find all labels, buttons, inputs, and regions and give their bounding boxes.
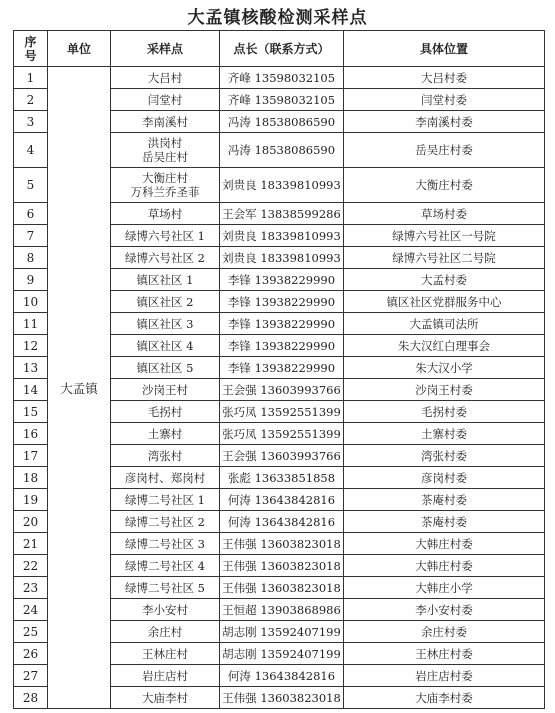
cell-site: 绿博二号社区 2 [111,511,220,533]
cell-seq: 1 [14,67,48,89]
cell-site: 毛拐村 [111,401,220,423]
cell-location: 大孟村委 [344,269,545,291]
cell-unit: 大孟镇 [48,67,111,709]
cell-leader: 何涛 13643842816 [220,511,344,533]
cell-leader: 何涛 13643842816 [220,665,344,687]
cell-leader: 齐峰 13598032105 [220,67,344,89]
cell-site: 大衡庄村 万科兰乔圣菲 [111,168,220,203]
cell-site: 绿博六号社区 1 [111,225,220,247]
table-row [14,67,545,89]
cell-seq: 14 [14,379,48,401]
cell-site: 洪岗村 岳吴庄村 [111,133,220,168]
cell-location: 大庙李村委 [344,687,545,709]
cell-leader: 刘贵良 18339810993 [220,225,344,247]
cell-seq: 11 [14,313,48,335]
cell-leader: 张巧凤 13592551399 [220,401,344,423]
cell-leader: 王会军 13838599286 [220,203,344,225]
cell-location: 镇区社区党群服务中心 [344,291,545,313]
cell-site: 大吕村 [111,67,220,89]
cell-site: 李小安村 [111,599,220,621]
cell-seq: 15 [14,401,48,423]
cell-location: 朱大汉小学 [344,357,545,379]
cell-seq: 25 [14,621,48,643]
cell-location: 土寨村委 [344,423,545,445]
cell-location: 大韩庄村委 [344,533,545,555]
cell-site: 镇区社区 4 [111,335,220,357]
cell-site: 土寨村 [111,423,220,445]
cell-leader: 刘贵良 18339810993 [220,247,344,269]
cell-location: 岳吴庄村委 [344,133,545,168]
cell-location: 李南溪村委 [344,111,545,133]
cell-seq: 4 [14,133,48,168]
cell-site: 王林庄村 [111,643,220,665]
cell-site: 绿博六号社区 2 [111,247,220,269]
cell-leader: 王伟强 13603823018 [220,577,344,599]
cell-leader: 王伟强 13603823018 [220,533,344,555]
cell-seq: 20 [14,511,48,533]
cell-leader: 张巧凤 13592551399 [220,423,344,445]
cell-site: 绿博二号社区 5 [111,577,220,599]
cell-site: 镇区社区 5 [111,357,220,379]
page-title: 大孟镇核酸检测采样点 [187,8,368,28]
header-unit: 单位 [48,31,111,67]
cell-site: 绿博二号社区 4 [111,555,220,577]
cell-site: 湾张村 [111,445,220,467]
cell-seq: 17 [14,445,48,467]
cell-leader: 冯涛 18538086590 [220,133,344,168]
cell-leader: 王会强 13603993766 [220,445,344,467]
cell-site: 大庙李村 [111,687,220,709]
cell-site: 闫堂村 [111,89,220,111]
cell-seq: 3 [14,111,48,133]
cell-seq: 22 [14,555,48,577]
cell-site: 沙岗王村 [111,379,220,401]
cell-seq: 10 [14,291,48,313]
cell-seq: 21 [14,533,48,555]
cell-location: 草场村委 [344,203,545,225]
cell-seq: 19 [14,489,48,511]
cell-seq: 18 [14,467,48,489]
cell-seq: 23 [14,577,48,599]
cell-site: 彦岗村、郑岗村 [111,467,220,489]
cell-seq: 8 [14,247,48,269]
cell-location: 大吕村委 [344,67,545,89]
cell-leader: 齐峰 13598032105 [220,89,344,111]
cell-leader: 王会强 13603993766 [220,379,344,401]
cell-seq: 9 [14,269,48,291]
cell-location: 大韩庄村委 [344,555,545,577]
cell-leader: 何涛 13643842816 [220,489,344,511]
cell-location: 闫堂村委 [344,89,545,111]
cell-site: 镇区社区 2 [111,291,220,313]
cell-site: 岩庄店村 [111,665,220,687]
cell-location: 王林庄村委 [344,643,545,665]
cell-leader: 冯涛 18538086590 [220,111,344,133]
cell-location: 彦岗村委 [344,467,545,489]
cell-location: 沙岗王村委 [344,379,545,401]
cell-location: 大韩庄小学 [344,577,545,599]
cell-leader: 王伟强 13603823018 [220,555,344,577]
cell-seq: 5 [14,168,48,203]
table-header-row [14,31,545,67]
cell-location: 绿博六号社区一号院 [344,225,545,247]
header-seq-label: 序 号 [24,34,37,63]
cell-seq: 16 [14,423,48,445]
cell-leader: 王伟强 13603823018 [220,687,344,709]
cell-leader: 李锋 13938229990 [220,313,344,335]
header-location: 具体位置 [344,31,545,67]
header-leader: 点长（联系方式） [220,31,344,67]
cell-seq: 13 [14,357,48,379]
cell-leader: 李锋 13938229990 [220,291,344,313]
table-body [14,67,545,709]
cell-leader: 胡志刚 13592407199 [220,643,344,665]
cell-location: 朱大汉红白理事会 [344,335,545,357]
cell-leader: 刘贵良 18339810993 [220,168,344,203]
cell-location: 余庄村委 [344,621,545,643]
cell-site: 镇区社区 1 [111,269,220,291]
cell-seq: 26 [14,643,48,665]
cell-seq: 12 [14,335,48,357]
cell-site: 余庄村 [111,621,220,643]
header-site: 采样点 [111,31,220,67]
cell-location: 湾张村委 [344,445,545,467]
cell-seq: 28 [14,687,48,709]
cell-leader: 李锋 13938229990 [220,335,344,357]
cell-location: 毛拐村委 [344,401,545,423]
cell-leader: 李锋 13938229990 [220,357,344,379]
cell-seq: 27 [14,665,48,687]
cell-site: 草场村 [111,203,220,225]
cell-seq: 6 [14,203,48,225]
cell-location: 大孟镇司法所 [344,313,545,335]
cell-site: 李南溪村 [111,111,220,133]
cell-seq: 7 [14,225,48,247]
cell-location: 绿博六号社区二号院 [344,247,545,269]
cell-leader: 李锋 13938229990 [220,269,344,291]
cell-leader: 张彪 13633851858 [220,467,344,489]
cell-seq: 2 [14,89,48,111]
cell-site: 绿博二号社区 1 [111,489,220,511]
header-seq [14,31,48,67]
cell-leader: 王恒超 13903868986 [220,599,344,621]
cell-site: 绿博二号社区 3 [111,533,220,555]
cell-location: 茶庵村委 [344,489,545,511]
cell-location: 大衡庄村委 [344,168,545,203]
cell-leader: 胡志刚 13592407199 [220,621,344,643]
cell-location: 茶庵村委 [344,511,545,533]
cell-location: 岩庄店村委 [344,665,545,687]
cell-seq: 24 [14,599,48,621]
cell-site: 镇区社区 3 [111,313,220,335]
sampling-sites-table [13,30,545,709]
cell-location: 李小安村委 [344,599,545,621]
